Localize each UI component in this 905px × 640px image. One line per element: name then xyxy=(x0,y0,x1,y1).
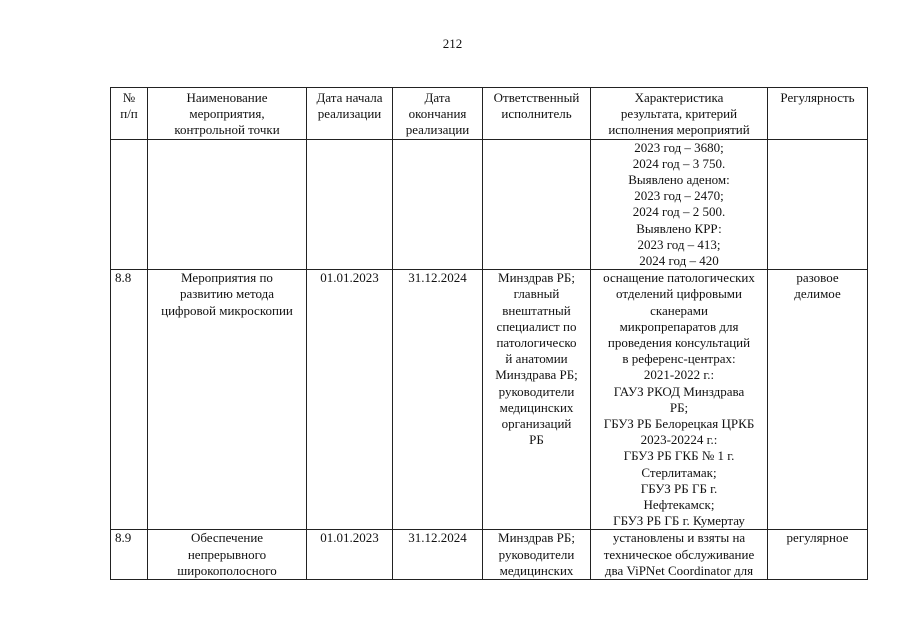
cell-line: РБ; xyxy=(669,399,689,415)
cell-line: 2024 год – 2 500. xyxy=(632,204,726,220)
cell-start-date xyxy=(307,530,393,580)
cell-line: патологическо xyxy=(496,335,577,351)
cell-line: Дата xyxy=(424,90,451,105)
cell-line: развитию метода xyxy=(179,286,275,302)
header-responsible xyxy=(483,88,591,140)
measures-table xyxy=(110,87,868,580)
cell-result xyxy=(591,530,768,580)
cell-line: 01.01.2023 xyxy=(320,530,379,546)
cell-line: контрольной точки xyxy=(174,122,280,138)
cell-number xyxy=(111,139,148,270)
cell-line: 31.12.2024 xyxy=(408,270,467,286)
cell-name xyxy=(148,270,307,530)
cell-line: 2024 год – 420 xyxy=(639,253,719,269)
cell-line: Регулярность xyxy=(780,90,855,105)
cell-line: Наименование xyxy=(186,90,268,105)
cell-line: окончания xyxy=(408,106,467,122)
cell-line: Минздрава РБ; xyxy=(495,367,578,383)
cell-line: медицинских xyxy=(499,562,574,578)
table-row xyxy=(111,270,868,530)
cell-start-date xyxy=(307,139,393,270)
cell-line: Выявлено аденом: xyxy=(628,172,730,188)
cell-line: п/п xyxy=(120,106,138,122)
cell-regularity xyxy=(768,270,868,530)
cell-line: Характеристика xyxy=(634,90,724,105)
cell-line: главный xyxy=(513,286,560,302)
cell-line: отделений цифровыми xyxy=(616,286,742,302)
cell-line: установлены и взяты на xyxy=(612,530,746,546)
cell-line: 8.8 xyxy=(115,270,132,286)
cell-line: ГБУЗ РБ ГБ г. Кумертау xyxy=(613,513,745,529)
cell-line: 2023 год – 3680; xyxy=(634,139,724,155)
cell-line: 2021-2022 г.: xyxy=(643,367,715,383)
header-end-date xyxy=(393,88,483,140)
cell-result xyxy=(591,139,768,270)
header-result xyxy=(591,88,768,140)
cell-line: разовое xyxy=(796,270,839,286)
cell-line: микропрепаратов для xyxy=(619,318,739,334)
cell-line: 31.12.2024 xyxy=(408,530,467,546)
cell-line: 2023-20224 г.: xyxy=(640,432,718,448)
cell-start-date xyxy=(307,270,393,530)
cell-line: 2023 год – 2470; xyxy=(634,188,724,204)
cell-name xyxy=(148,530,307,580)
cell-line: руководители xyxy=(498,383,575,399)
cell-line: реализации xyxy=(405,122,470,138)
header-name xyxy=(148,88,307,140)
cell-line: внештатный xyxy=(502,302,571,318)
cell-line: мероприятия, xyxy=(189,106,265,122)
cell-name xyxy=(148,139,307,270)
cell-line: исполнитель xyxy=(501,106,572,122)
cell-line: Обеспечение xyxy=(190,530,264,546)
table-header-row xyxy=(111,88,868,140)
cell-line: Нефтекамск; xyxy=(643,497,715,513)
cell-line: 2024 год – 3 750. xyxy=(632,155,726,171)
cell-line: реализации xyxy=(317,106,382,122)
cell-line: № xyxy=(122,90,136,105)
cell-result xyxy=(591,270,768,530)
cell-line: делимое xyxy=(794,286,841,302)
cell-line: сканерами xyxy=(650,302,708,318)
cell-line: организаций xyxy=(501,416,572,432)
cell-line: цифровой микроскопии xyxy=(161,302,293,318)
cell-line: 8.9 xyxy=(115,530,132,546)
cell-line: проведения консультаций xyxy=(607,335,751,351)
cell-line: оснащение патологических xyxy=(603,270,755,286)
cell-line: два ViPNet Coordinator для xyxy=(604,562,754,578)
cell-number xyxy=(111,530,148,580)
cell-line: медицинских xyxy=(499,399,574,415)
cell-line: Мероприятия по xyxy=(181,270,273,286)
cell-line: исполнения мероприятий xyxy=(608,122,750,138)
cell-line: широкополосного xyxy=(177,562,277,578)
cell-line: регулярное xyxy=(786,530,849,546)
cell-line: ГБУЗ РБ ГКБ № 1 г. xyxy=(623,448,735,464)
cell-line: 2023 год – 413; xyxy=(637,236,721,252)
cell-responsible xyxy=(483,530,591,580)
cell-line: результата, критерий xyxy=(620,106,738,122)
cell-line: техническое обслуживание xyxy=(603,546,755,562)
cell-responsible xyxy=(483,139,591,270)
cell-line: Дата начала xyxy=(316,90,383,105)
cell-line: Ответственный xyxy=(493,90,580,105)
cell-line: непрерывного xyxy=(187,546,267,562)
cell-number xyxy=(111,270,148,530)
cell-end-date xyxy=(393,530,483,580)
cell-line: ГАУЗ РКОД Минздрава xyxy=(613,383,745,399)
cell-line: специалист по xyxy=(496,318,577,334)
cell-line: Минздрав РБ; xyxy=(498,270,575,286)
cell-line: ГБУЗ РБ Белорецкая ЦРКБ xyxy=(603,416,755,432)
table-row xyxy=(111,139,868,270)
cell-line: Стерлитамак; xyxy=(641,464,717,480)
cell-line: Выявлено КРР: xyxy=(636,220,722,236)
cell-regularity xyxy=(768,530,868,580)
cell-line: руководители xyxy=(498,546,575,562)
header-start-date xyxy=(307,88,393,140)
cell-line: й анатомии xyxy=(505,351,568,367)
header-regularity xyxy=(768,88,868,140)
header-number xyxy=(111,88,148,140)
cell-line: РБ xyxy=(529,432,544,448)
page-number: 212 xyxy=(442,36,463,51)
cell-regularity xyxy=(768,139,868,270)
cell-end-date xyxy=(393,139,483,270)
cell-line: 01.01.2023 xyxy=(320,270,379,286)
table-row xyxy=(111,530,868,580)
cell-responsible xyxy=(483,270,591,530)
cell-line: ГБУЗ РБ ГБ г. xyxy=(640,480,718,496)
cell-line: Минздрав РБ; xyxy=(498,530,575,546)
cell-end-date xyxy=(393,270,483,530)
cell-line: в референс-центрах: xyxy=(622,351,736,367)
